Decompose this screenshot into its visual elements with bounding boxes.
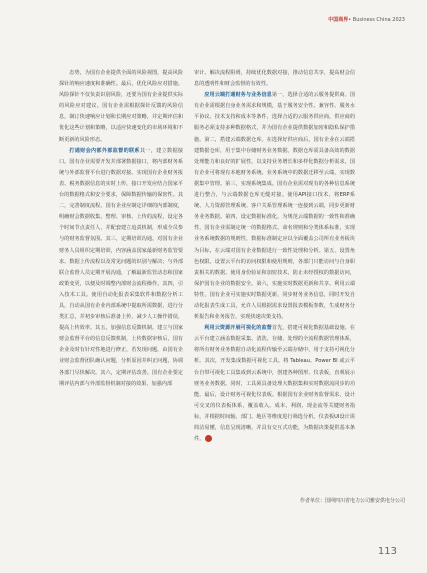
paragraph (59, 146, 183, 390)
paragraph-body: 首先，搭建可视化数据基础设施。在云平台建立涵盖数据采集、清洗、存储、处理的全流程数据管理体系，将所有财务业务数据自动化流程传输至云端存储中，用于支持可视化分析。其次，开发集成数据可视化工具。将 Tableau、Power BI 或云平台自带可视化工具集成到云系统中，创建各种图形、仪表板，直观展示财务业务数据。同时，工具须具备处理大数据集和实时数据流同步的功能。最后，设计财务可视化仪表板。根据国有企业财务监督需求，设计可交叉的仪表板体系，覆盖收入、成本、利润、现金流等关键财务指标，并根据时间轴、部门、地区等维度进行筛选分析。仪表板UI设计需简洁易懂，信息呈现清晰，并具有交互式功能，为数据决策提供基本条件。 (194, 325, 356, 443)
author-affiliation: 作者单位：国网四川省电力公司雅安供电分公司 (299, 498, 405, 504)
paragraph-body: 其一，建立数据接口。国有企业需要开发并部署数据接口，将内部财务系统与外部监督平台进行数据对接。实现国有企业财务报表、税务数据信息的实时上传，接口开发应结合国家平台的数据格式和安全要求，保障数据传输的保密性。其二，完善制度流程。国有企业应制定详细的内部制度，明确财会数据收集、整理、审核、上传的流程，设定各个时间节点责任人，并配套建立追责机制，形成全员参与的财务监督氛围。其三，定期培训沟通。对国有企业财务人员组织定期培训，内容涵盖国家最新财务监管要求、数据上传流程以及常见问题的识别与解决；与外部联合监督人员定期开展沟通，了解最新监管动态和国家政策变更，以便及时调整内部财会流程操作。其四，引入技术工具。使用自动化报表采集软件和数据分析工具，自动从国有企业内部系统中提取所需数据，进行分类汇总，并初步审核后准备上传，减少人工操作错误，提高上传效率。其五，加强信息反馈机制。建立与国家财会监督平台的信息反馈机制，上传数据审核后，国有企业及时有针对性地进行修正，若发现问题，由国有企业财会监督团队确认问题，分析原因并纠正问题，协调各部门尽快解决。其六，定期评估改善。国有企业要定期评估内部与外部监督机制对接的效果，加强内部 (59, 147, 184, 387)
section-heading: 应用云端打通财务与业务信息 (204, 92, 272, 99)
paragraph (194, 90, 355, 323)
paragraph-body: 第一，选择合适的云服务提供商。国有企业需根据自身业务需求和规模，基于服务安全性、兼容性、服务水平协议、技术支持和成本等条件，选择合适的云服务供应商，供应商的服务必须支持多种数据格式，并为国有企业提供数据加密和隐私保护措施。第二，搭建云端数据仓库。在选择好供应商后，国有企业在云端搭建数据仓库，用于集中存储财务业务数据。数据仓库需具备高效的数据处理能力和良好的扩展性，以支持业务增长和多样化数据分析需求，国有企业可将现有本地财务系统、业务系统中的数据迁移至云端，实现数据集中管理。第三，实现系统集成。国有企业需对现有的各种信息系统进行整合，与云端数据仓库无缝对接。使用API接口技术，将ERP系统、人力资源管理系统、客户关系管理系统一连接到云端，同步更新财务业务数据。第四，设定数据标准化。为规范云端数据的一致性和准确性，国有企业需制定统一的数据格式、命名规则和分类体系标准，实现业务系统数据的规则性，数据标准制定应以全面覆盖公司所有业务板块为目标，在云端对国有企业数据进行一致性处理和分析。第五，设置角色权限。设置云平台的访问权限和使用规则，各部门只能访问与自身职责相关的数据。使用身份验证和加密技术，防止未经授权的数据访问，保护国有企业的数据安全。第六，实施实时数据更新和共享。利用云端特性，国有企业可实施实时数据更新，同步财务业务信息，同时开发自动化报表生成工具，允许人员根据需求设置报表模板参数，生成财务分析报告和业务报告，实现快速决策支持。 (194, 92, 356, 321)
right-column (194, 68, 355, 445)
magazine-english-title: • Business China 2023 (348, 17, 405, 23)
paragraph: 审计、解决流程阻碍，持续优化数据对接，推动信息共享，提高财会信息的透明性和财会监督的有效性。 (194, 70, 355, 88)
magazine-brand: 中国商界 (328, 17, 349, 23)
page-header (328, 16, 405, 23)
page-number: 113 (377, 546, 397, 557)
paragraph (194, 323, 355, 445)
paragraph: 态势，为国有企业提供全面的风险视图，提高风险探针的响应速度和准确性。最后，优化风险应对措施。风险探针不仅负责识别风险，还要为国有企业提供实际的风险应对建议。国有企业需根据探针反馈的风险信息，制订快速响应计划和长期应对策略，并定期评估和优化这些计划和策略，以适应快速变化的市场环境和不断更新的风险形态。 (59, 70, 183, 143)
article-end-icon (205, 435, 212, 442)
section-heading: 利用云资源开展可视化的监督 (204, 325, 272, 332)
section-heading: 打通财会内部外部监督的联系 (69, 147, 140, 154)
left-column (59, 68, 183, 390)
